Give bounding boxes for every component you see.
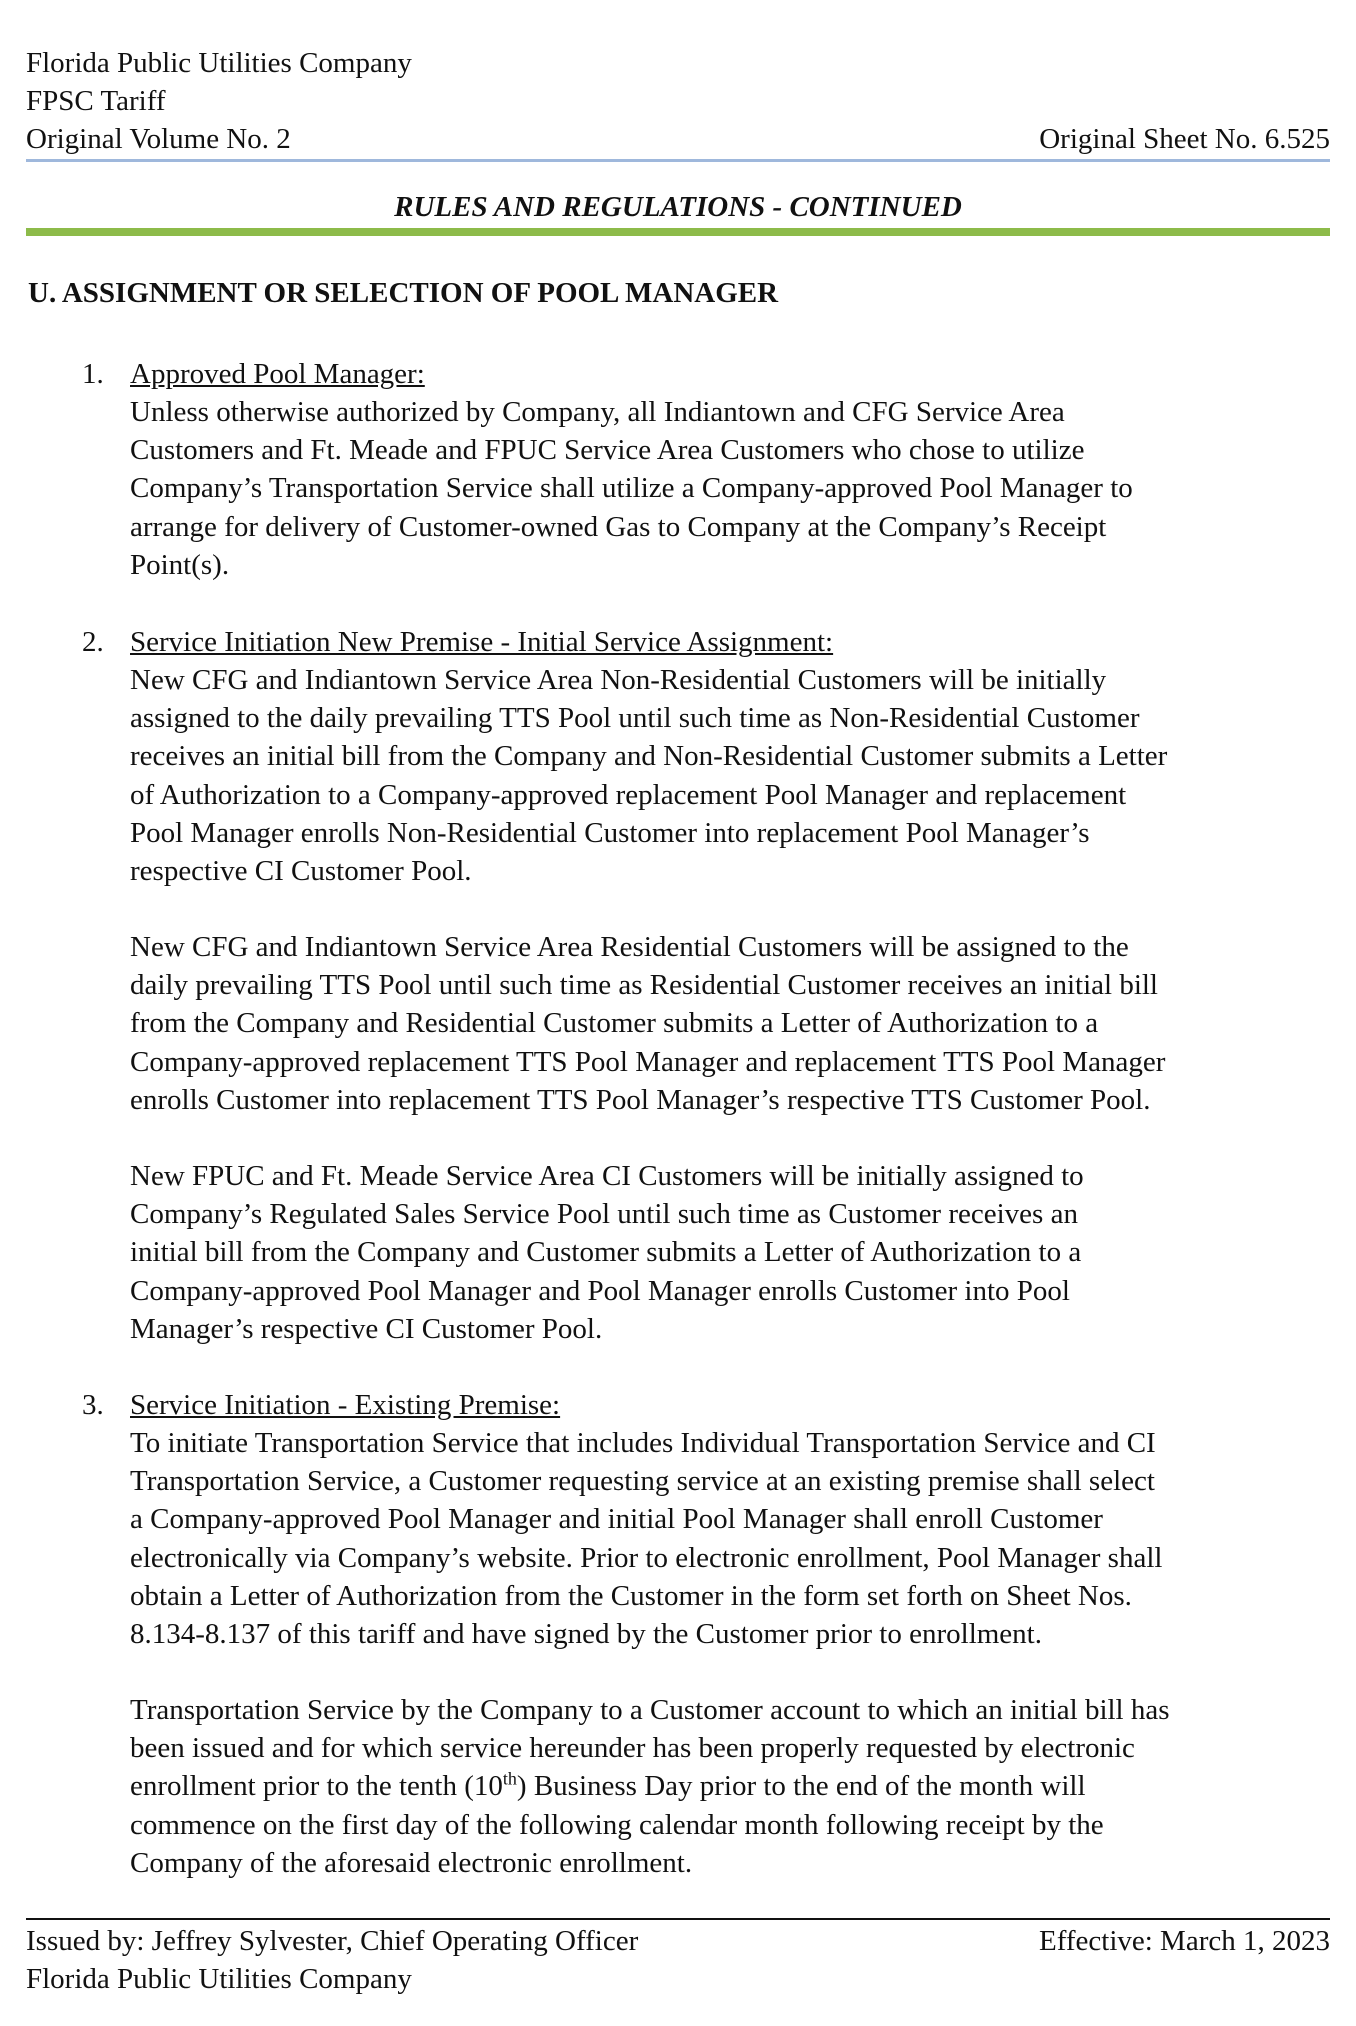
- subtitle-divider: [26, 228, 1330, 236]
- footer-company: Florida Public Utilities Company: [26, 1963, 412, 1995]
- item-paragraph: New FPUC and Ft. Meade Service Area CI Customers will be initially assigned to Company’s Regulated Sales Service Pool until such time as Customer receives an initial bill from the Company and Customer submits a Letter of Authorization to a Company-approved Pool Manager and Pool Manager enrolls Customer into Pool Manager’s respective CI Customer Pool.: [130, 1160, 1084, 1345]
- paragraph-line: commence on the first day of the following calendar month following receipt by the: [130, 1808, 1104, 1841]
- item-heading: Service Initiation New Premise - Initial Service Assignment:: [130, 626, 834, 658]
- section-title: U. ASSIGNMENT OR SELECTION OF POOL MANAGER: [28, 277, 779, 309]
- header-divider: [26, 159, 1330, 162]
- header-tariff: FPSC Tariff: [26, 85, 166, 117]
- paragraph-line: been issued and for which service hereunder has been properly requested by electronic: [130, 1732, 1135, 1765]
- paragraph-text: enrollment prior to the tenth (10: [130, 1770, 503, 1803]
- header-sheet-number: Original Sheet No. 6.525: [1039, 123, 1330, 155]
- item-heading: Approved Pool Manager:: [130, 358, 425, 390]
- item-paragraph: [130, 1691, 1330, 1882]
- item-heading: Service Initiation - Existing Premise:: [130, 1389, 561, 1421]
- footer-issued-by: Issued by: Jeffrey Sylvester, Chief Operating Officer: [26, 1925, 639, 1957]
- item-number: 2.: [82, 626, 104, 658]
- item-number: 1.: [82, 358, 104, 390]
- paragraph-text: ) Business Day prior to the end of the month will: [516, 1770, 1086, 1803]
- item-number: 3.: [82, 1389, 104, 1421]
- item-paragraph: To initiate Transportation Service that includes Individual Transportation Service and CI Transportation Service, a Customer requesting service at an existing premise shall select a Company-approved Pool Manager and initial Pool Manager shall enroll Customer electronically via Company’s website. Prior to electronic enrollment, Pool Manager shall obtain a Letter of Authorization from the Customer in the form set forth on Sheet Nos. 8.134-8.137 of this tariff and have signed by the Customer prior to enrollment.: [130, 1427, 1163, 1651]
- footer-effective-date: Effective: March 1, 2023: [1039, 1925, 1330, 1957]
- paragraph-line: Transportation Service by the Company to a Customer account to which an initial bill has: [130, 1694, 1170, 1726]
- header-volume: Original Volume No. 2: [26, 123, 291, 155]
- page-subtitle: RULES AND REGULATIONS - CONTINUED: [394, 191, 962, 223]
- footer-divider: [26, 1918, 1330, 1920]
- item-paragraph: New CFG and Indiantown Service Area Non-Residential Customers will be initially assigned to the daily prevailing TTS Pool until such time as Non-Residential Customer receives an initial bill from the Company and Non-Residential Customer submits a Letter of Authorization to a Company-approved replacement Pool Manager and replacement Pool Manager enrolls Non-Residential Customer into replacement Pool Manager’s respective CI Customer Pool.: [130, 664, 1168, 888]
- item-paragraph: New CFG and Indiantown Service Area Residential Customers will be assigned to the daily prevailing TTS Pool until such time as Residential Customer receives an initial bill from the Company and Residential Customer submits a Letter of Authorization to a Company-approved replacement TTS Pool Manager and replacement TTS Pool Manager enrolls Customer into replacement TTS Pool Manager’s respective TTS Customer Pool.: [130, 931, 1166, 1116]
- paragraph-line: [130, 1767, 1330, 1805]
- item-paragraph: Unless otherwise authorized by Company, all Indiantown and CFG Service Area Customers and Ft. Meade and FPUC Service Area Customers who chose to utilize Company’s Transportation Service shall utilize a Company-approved Pool Manager to arrange for delivery of Customer-owned Gas to Company at the Company’s Receipt Point(s).: [130, 396, 1133, 581]
- superscript: th: [502, 1768, 517, 1789]
- paragraph-line: Company of the aforesaid electronic enrollment.: [130, 1846, 693, 1879]
- header-company: Florida Public Utilities Company: [26, 47, 412, 79]
